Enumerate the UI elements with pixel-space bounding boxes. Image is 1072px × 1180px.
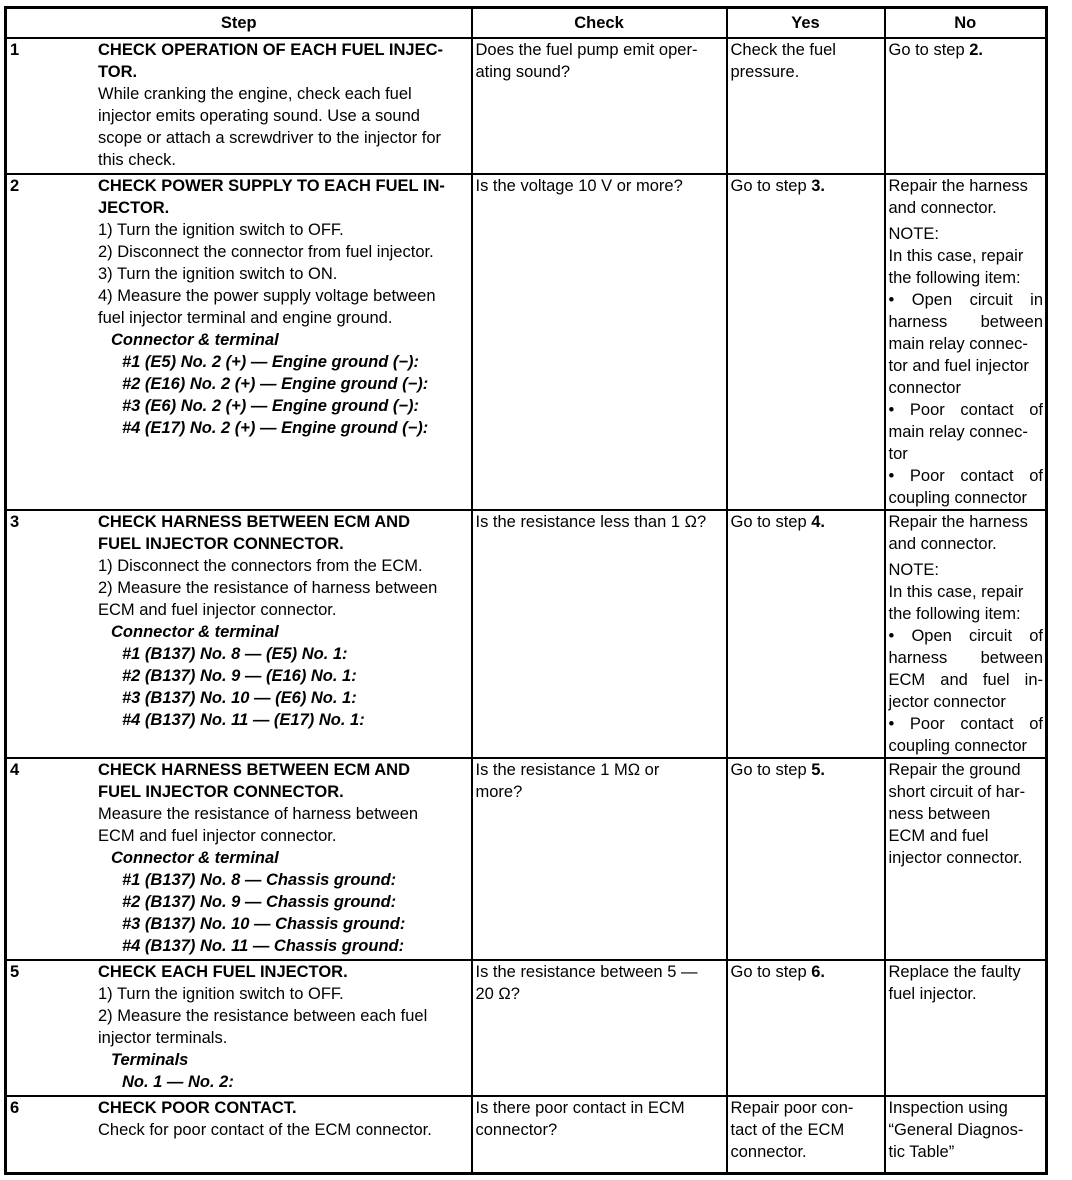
spec-item: No. 1 — No. 2: xyxy=(122,1073,234,1091)
yes-step-ref[interactable]: 4. xyxy=(811,513,825,531)
step-instruction: injector emits operating sound. Use a sound xyxy=(98,107,420,125)
note-item: coupling connector xyxy=(888,489,1028,507)
note-item: In this case, repair xyxy=(888,583,1024,601)
note-item: • Open circuit in xyxy=(888,291,1043,309)
yes-goto-text: Go to step xyxy=(730,761,812,779)
step-content xyxy=(10,39,469,171)
check-question: Is the resistance less than 1 Ω? xyxy=(475,513,707,531)
spec-label: Terminals xyxy=(111,1051,189,1069)
table-row xyxy=(6,38,1047,174)
step-content xyxy=(10,511,469,731)
spec-label: Connector & terminal xyxy=(111,623,279,641)
check-question: Is the resistance 1 MΩ or xyxy=(475,761,660,779)
step-body xyxy=(98,759,469,957)
step-instruction: 2) Measure the resistance of harness between xyxy=(98,579,438,597)
check-cell xyxy=(472,758,727,960)
no-action: Repair the harness xyxy=(888,513,1028,531)
no-action: Repair the harness xyxy=(888,177,1028,195)
check-cell xyxy=(472,38,727,174)
note-item: tor and fuel injector xyxy=(888,357,1029,375)
check-cell xyxy=(472,960,727,1096)
no-action: and connector. xyxy=(888,535,997,553)
yes-goto-text: Go to step xyxy=(730,963,812,981)
table-row xyxy=(6,960,1047,1096)
step-instruction: ECM and fuel injector connector. xyxy=(98,827,337,845)
no-action: and connector. xyxy=(888,199,997,217)
note-item: • Poor contact of xyxy=(888,401,1043,419)
note-label: NOTE: xyxy=(888,225,939,243)
yes-cell xyxy=(727,1096,885,1173)
yes-cell xyxy=(727,960,885,1096)
note-item: harness between xyxy=(888,649,1043,667)
header-yes: Yes xyxy=(727,8,885,39)
yes-action: connector. xyxy=(730,1143,807,1161)
check-question: connector? xyxy=(475,1121,558,1139)
spec-label: Connector & terminal xyxy=(111,331,279,349)
spec-item: #3 (B137) No. 10 — Chassis ground: xyxy=(122,915,406,933)
yes-step-ref[interactable]: 5. xyxy=(811,761,825,779)
no-cell xyxy=(885,38,1047,174)
step-cell xyxy=(6,758,472,960)
step-body xyxy=(98,511,469,731)
note-item: • Poor contact of xyxy=(888,467,1043,485)
no-cell xyxy=(885,758,1047,960)
check-question: Is the resistance between 5 — xyxy=(475,963,698,981)
step-title: JECTOR. xyxy=(98,199,170,217)
step-instruction: injector terminals. xyxy=(98,1029,228,1047)
yes-action: Repair poor con- xyxy=(730,1099,854,1117)
header-no: No xyxy=(885,8,1047,39)
step-body xyxy=(98,1097,469,1141)
check-question: Does the fuel pump emit oper- xyxy=(475,41,698,59)
yes-action: tact of the ECM xyxy=(730,1121,845,1139)
spec-item: #4 (E17) No. 2 (+) — Engine ground (−): xyxy=(122,419,429,437)
no-step-ref[interactable]: 2. xyxy=(969,41,983,59)
note-item: coupling connector xyxy=(888,737,1028,755)
no-action: tic Table” xyxy=(888,1143,955,1161)
yes-cell xyxy=(727,174,885,510)
step-instruction: 1) Turn the ignition switch to OFF. xyxy=(98,221,344,239)
table-row xyxy=(6,758,1047,960)
step-cell xyxy=(6,960,472,1096)
no-cell xyxy=(885,960,1047,1096)
note-label: NOTE: xyxy=(888,561,939,579)
note-item: In this case, repair xyxy=(888,247,1024,265)
check-question: more? xyxy=(475,783,523,801)
step-cell xyxy=(6,174,472,510)
note-item: ECM and fuel in- xyxy=(888,671,1043,689)
check-cell xyxy=(472,510,727,758)
step-title: CHECK OPERATION OF EACH FUEL INJEC- xyxy=(98,41,443,59)
spec-item: #1 (E5) No. 2 (+) — Engine ground (−): xyxy=(122,353,420,371)
step-instruction: this check. xyxy=(98,151,176,169)
diagnostic-table xyxy=(4,6,1048,1175)
note-item: the following item: xyxy=(888,269,1021,287)
step-instruction: 1) Disconnect the connectors from the ECM. xyxy=(98,557,423,575)
no-goto-text: Go to step xyxy=(888,41,970,59)
yes-action: pressure. xyxy=(730,63,800,81)
check-cell xyxy=(472,1096,727,1173)
check-question: Is there poor contact in ECM xyxy=(475,1099,685,1117)
no-goto xyxy=(889,39,1044,61)
no-action: Replace the faulty xyxy=(888,963,1021,981)
step-title: CHECK EACH FUEL INJECTOR. xyxy=(98,963,348,981)
step-title: FUEL INJECTOR CONNECTOR. xyxy=(98,535,344,553)
table-row xyxy=(6,174,1047,510)
note-item: tor xyxy=(888,445,908,463)
yes-goto xyxy=(731,511,882,533)
step-content xyxy=(10,1097,469,1141)
no-action: Inspection using xyxy=(888,1099,1008,1117)
step-body xyxy=(98,961,469,1093)
yes-goto xyxy=(731,961,882,983)
step-number: 5 xyxy=(10,963,20,981)
step-instruction: 1) Turn the ignition switch to OFF. xyxy=(98,985,344,1003)
check-question: Is the voltage 10 V or more? xyxy=(475,177,683,195)
step-instruction: While cranking the engine, check each fuel xyxy=(98,85,412,103)
step-instruction: 2) Disconnect the connector from fuel injector. xyxy=(98,243,434,261)
note-item: main relay connec- xyxy=(888,423,1028,441)
check-question: ating sound? xyxy=(475,63,570,81)
step-instruction: 4) Measure the power supply voltage between xyxy=(98,287,436,305)
yes-cell xyxy=(727,38,885,174)
step-instruction: 3) Turn the ignition switch to ON. xyxy=(98,265,338,283)
step-instruction: 2) Measure the resistance between each fuel xyxy=(98,1007,428,1025)
spec-item: #4 (B137) No. 11 — Chassis ground: xyxy=(122,937,405,955)
yes-cell xyxy=(727,510,885,758)
step-content xyxy=(10,759,469,957)
yes-action: Check the fuel xyxy=(730,41,836,59)
step-instruction: fuel injector terminal and engine ground. xyxy=(98,309,393,327)
check-cell xyxy=(472,174,727,510)
note-item: • Open circuit of xyxy=(888,627,1043,645)
spec-item: #2 (B137) No. 9 — (E16) No. 1: xyxy=(122,667,357,685)
yes-goto-text: Go to step xyxy=(730,177,812,195)
step-title: CHECK POOR CONTACT. xyxy=(98,1099,297,1117)
no-action: short circuit of har- xyxy=(888,783,1026,801)
step-cell xyxy=(6,38,472,174)
step-cell xyxy=(6,510,472,758)
note-item: the following item: xyxy=(888,605,1021,623)
step-title: CHECK HARNESS BETWEEN ECM AND xyxy=(98,761,410,779)
check-question: 20 Ω? xyxy=(475,985,520,1003)
step-title: TOR. xyxy=(98,63,138,81)
no-action: “General Diagnos- xyxy=(888,1121,1024,1139)
yes-cell xyxy=(727,758,885,960)
note-item: connector xyxy=(888,379,961,397)
no-action: fuel injector. xyxy=(888,985,977,1003)
note-item: jector connector xyxy=(888,693,1006,711)
spec-item: #1 (B137) No. 8 — Chassis ground: xyxy=(122,871,397,889)
step-number: 1 xyxy=(10,41,20,59)
spec-item: #2 (E16) No. 2 (+) — Engine ground (−): xyxy=(122,375,429,393)
step-instruction: scope or attach a screwdriver to the injector for xyxy=(98,129,441,147)
table-row xyxy=(6,510,1047,758)
step-body xyxy=(98,175,469,439)
header-step: Step xyxy=(6,8,472,39)
step-title: CHECK HARNESS BETWEEN ECM AND xyxy=(98,513,410,531)
note-item: main relay connec- xyxy=(888,335,1028,353)
step-title: FUEL INJECTOR CONNECTOR. xyxy=(98,783,344,801)
spec-item: #3 (B137) No. 10 — (E6) No. 1: xyxy=(122,689,357,707)
no-cell xyxy=(885,510,1047,758)
step-number: 4 xyxy=(10,761,20,779)
spec-label: Connector & terminal xyxy=(111,849,279,867)
yes-goto xyxy=(731,759,882,781)
step-title: CHECK POWER SUPPLY TO EACH FUEL IN- xyxy=(98,177,445,195)
no-cell xyxy=(885,174,1047,510)
step-number: 6 xyxy=(10,1099,20,1117)
spec-item: #2 (B137) No. 9 — Chassis ground: xyxy=(122,893,397,911)
step-number: 2 xyxy=(10,177,20,195)
yes-goto xyxy=(731,175,882,197)
yes-step-ref[interactable]: 6. xyxy=(811,963,825,981)
no-action: ECM and fuel xyxy=(888,827,989,845)
step-instruction: Check for poor contact of the ECM connector. xyxy=(98,1121,432,1139)
no-action: Repair the ground xyxy=(888,761,1021,779)
step-cell xyxy=(6,1096,472,1173)
step-number: 3 xyxy=(10,513,20,531)
step-instruction: ECM and fuel injector connector. xyxy=(98,601,337,619)
no-cell xyxy=(885,1096,1047,1173)
header-check: Check xyxy=(472,8,727,39)
yes-goto-text: Go to step xyxy=(730,513,812,531)
step-content xyxy=(10,961,469,1093)
note-item: harness between xyxy=(888,313,1043,331)
header-row xyxy=(6,8,1047,39)
no-action: ness between xyxy=(888,805,991,823)
spec-item: #3 (E6) No. 2 (+) — Engine ground (−): xyxy=(122,397,420,415)
spec-item: #4 (B137) No. 11 — (E17) No. 1: xyxy=(122,711,365,729)
table-row xyxy=(6,1096,1047,1173)
step-instruction: Measure the resistance of harness between xyxy=(98,805,419,823)
no-action: injector connector. xyxy=(888,849,1023,867)
step-body xyxy=(98,39,469,171)
yes-step-ref[interactable]: 3. xyxy=(811,177,825,195)
step-content xyxy=(10,175,469,439)
spec-item: #1 (B137) No. 8 — (E5) No. 1: xyxy=(122,645,348,663)
note-item: • Poor contact of xyxy=(888,715,1043,733)
